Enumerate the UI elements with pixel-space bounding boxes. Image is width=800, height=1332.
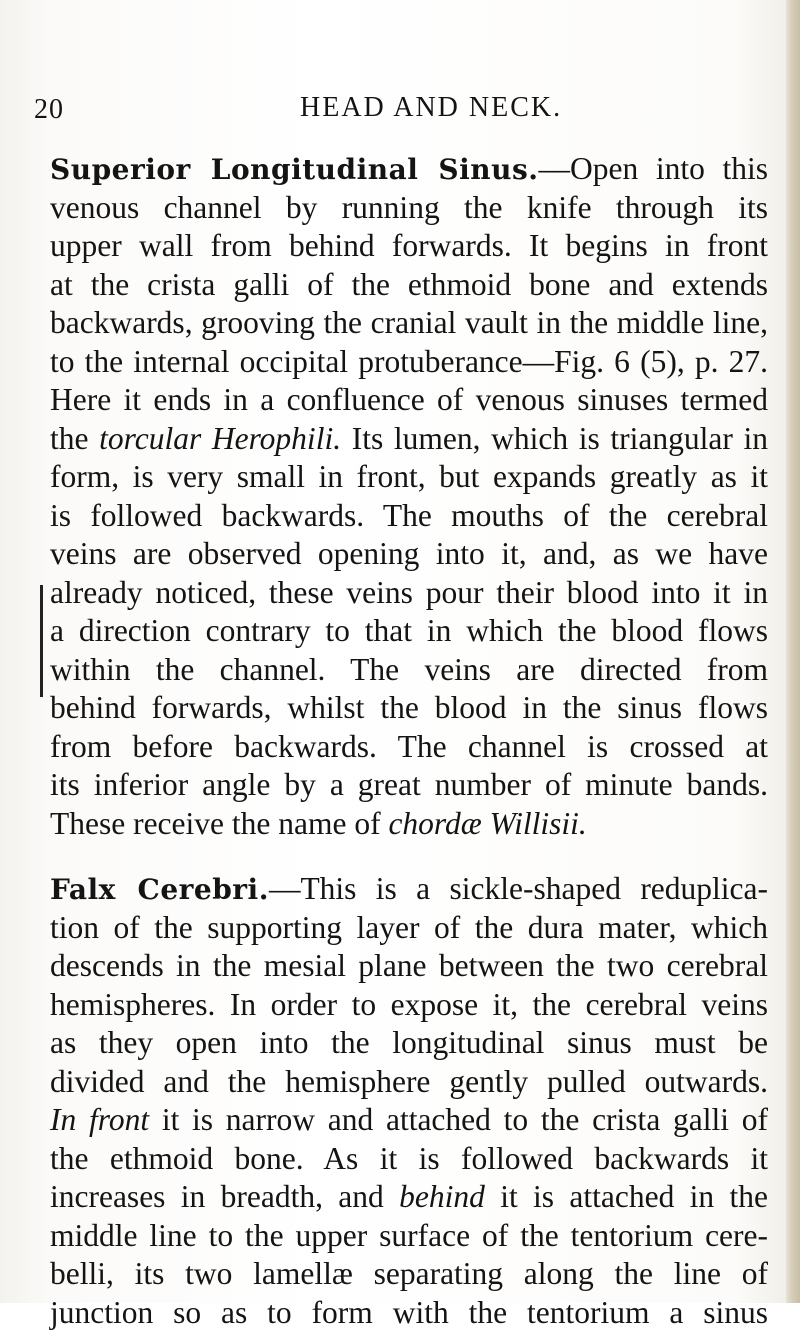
text-span: its inferior angle by a great number of minute bands.	[50, 767, 768, 802]
text-span: a direction contrary to that in which the blood flows	[50, 613, 768, 648]
text-line	[50, 909, 768, 948]
text-span: —This is a sickle-shaped reduplica-	[269, 871, 768, 906]
section-heading: Falx Cerebri.	[50, 873, 269, 906]
text-span: Here it ends in a confluence of venous sinuses termed	[50, 382, 768, 417]
text-line	[50, 870, 768, 909]
text-line	[50, 497, 768, 536]
text-line	[50, 227, 768, 266]
text-span: it is attached in the	[485, 1179, 768, 1214]
text-line	[50, 1101, 768, 1140]
text-line	[50, 651, 768, 690]
text-line	[50, 766, 768, 805]
section-heading: Superior Longitudinal Sinus.	[50, 153, 538, 186]
text-line	[50, 986, 768, 1025]
text-span: within the channel. The veins are directed from	[50, 652, 768, 687]
text-span: upper wall from behind forwards. It begins in front	[50, 228, 768, 263]
text-line	[50, 805, 768, 844]
text-line	[50, 728, 768, 767]
text-span: as they open into the longitudinal sinus must be	[50, 1025, 768, 1060]
text-span: already noticed, these veins pour their blood into it in	[50, 575, 768, 610]
text-line	[50, 458, 768, 497]
page-number: 20	[34, 94, 64, 126]
text-line	[50, 535, 768, 574]
text-line	[50, 1217, 768, 1256]
paragraph-superior-longitudinal-sinus	[50, 150, 768, 843]
text-span: increases in breadth, and	[50, 1179, 399, 1214]
text-line	[50, 266, 768, 305]
text-span: junction so as to form with the tentorium a sinus	[50, 1295, 768, 1330]
page-header	[0, 92, 780, 132]
text-line	[50, 1178, 768, 1217]
text-span: These receive the name of	[50, 806, 388, 841]
text-line	[50, 1255, 768, 1294]
text-span: to the internal occipital protuberance—Fig. 6 (5), p. 27.	[50, 344, 768, 379]
text-line	[50, 612, 768, 651]
margin-mark	[40, 585, 43, 697]
text-line	[50, 1140, 768, 1179]
text-line	[50, 1024, 768, 1063]
text-span: middle line to the upper surface of the tentorium cere-	[50, 1218, 768, 1253]
text-span: backwards, grooving the cranial vault in the middle line,	[50, 305, 768, 340]
text-span: descends in the mesial plane between the two cerebral	[50, 948, 768, 983]
text-span: tion of the supporting layer of the dura mater, which	[50, 910, 768, 945]
text-span: venous channel by running the knife through its	[50, 190, 768, 225]
text-span: is followed backwards. The mouths of the cerebral	[50, 498, 768, 533]
text-span: it is narrow and attached to the crista galli of	[149, 1102, 768, 1137]
text-span: the ethmoid bone. As it is followed backwards it	[50, 1141, 768, 1176]
italic-term: chordæ Willisii.	[388, 806, 586, 841]
text-line	[50, 1063, 768, 1102]
text-line	[50, 689, 768, 728]
text-span: from before backwards. The channel is crossed at	[50, 729, 768, 764]
text-span: veins are observed opening into it, and, as we have	[50, 536, 768, 571]
text-line	[50, 343, 768, 382]
text-span: behind forwards, whilst the blood in the sinus flows	[50, 690, 768, 725]
text-line	[50, 947, 768, 986]
text-line	[50, 189, 768, 228]
text-line	[50, 381, 768, 420]
text-line	[50, 1294, 768, 1332]
text-line	[50, 574, 768, 613]
text-line	[50, 304, 768, 343]
italic-term: torcular Herophili.	[99, 421, 341, 456]
italic-term: In front	[50, 1102, 149, 1137]
text-line	[50, 420, 768, 459]
text-span: divided and the hemisphere gently pulled outwards.	[50, 1064, 768, 1099]
text-span: —Open into this	[538, 151, 768, 186]
text-span: the	[50, 421, 99, 456]
italic-term: behind	[399, 1179, 485, 1214]
page-edge	[786, 0, 800, 1303]
text-span: Its lumen, which is triangular in	[341, 421, 768, 456]
text-span: hemispheres. In order to expose it, the cerebral veins	[50, 987, 768, 1022]
text-span: form, is very small in front, but expands greatly as it	[50, 459, 768, 494]
paragraph-falx-cerebri	[50, 870, 768, 1332]
text-span: belli, its two lamellæ separating along the line of	[50, 1256, 768, 1291]
text-span: at the crista galli of the ethmoid bone and extends	[50, 267, 768, 302]
running-head: HEAD AND NECK.	[300, 92, 562, 124]
text-line	[50, 150, 768, 189]
